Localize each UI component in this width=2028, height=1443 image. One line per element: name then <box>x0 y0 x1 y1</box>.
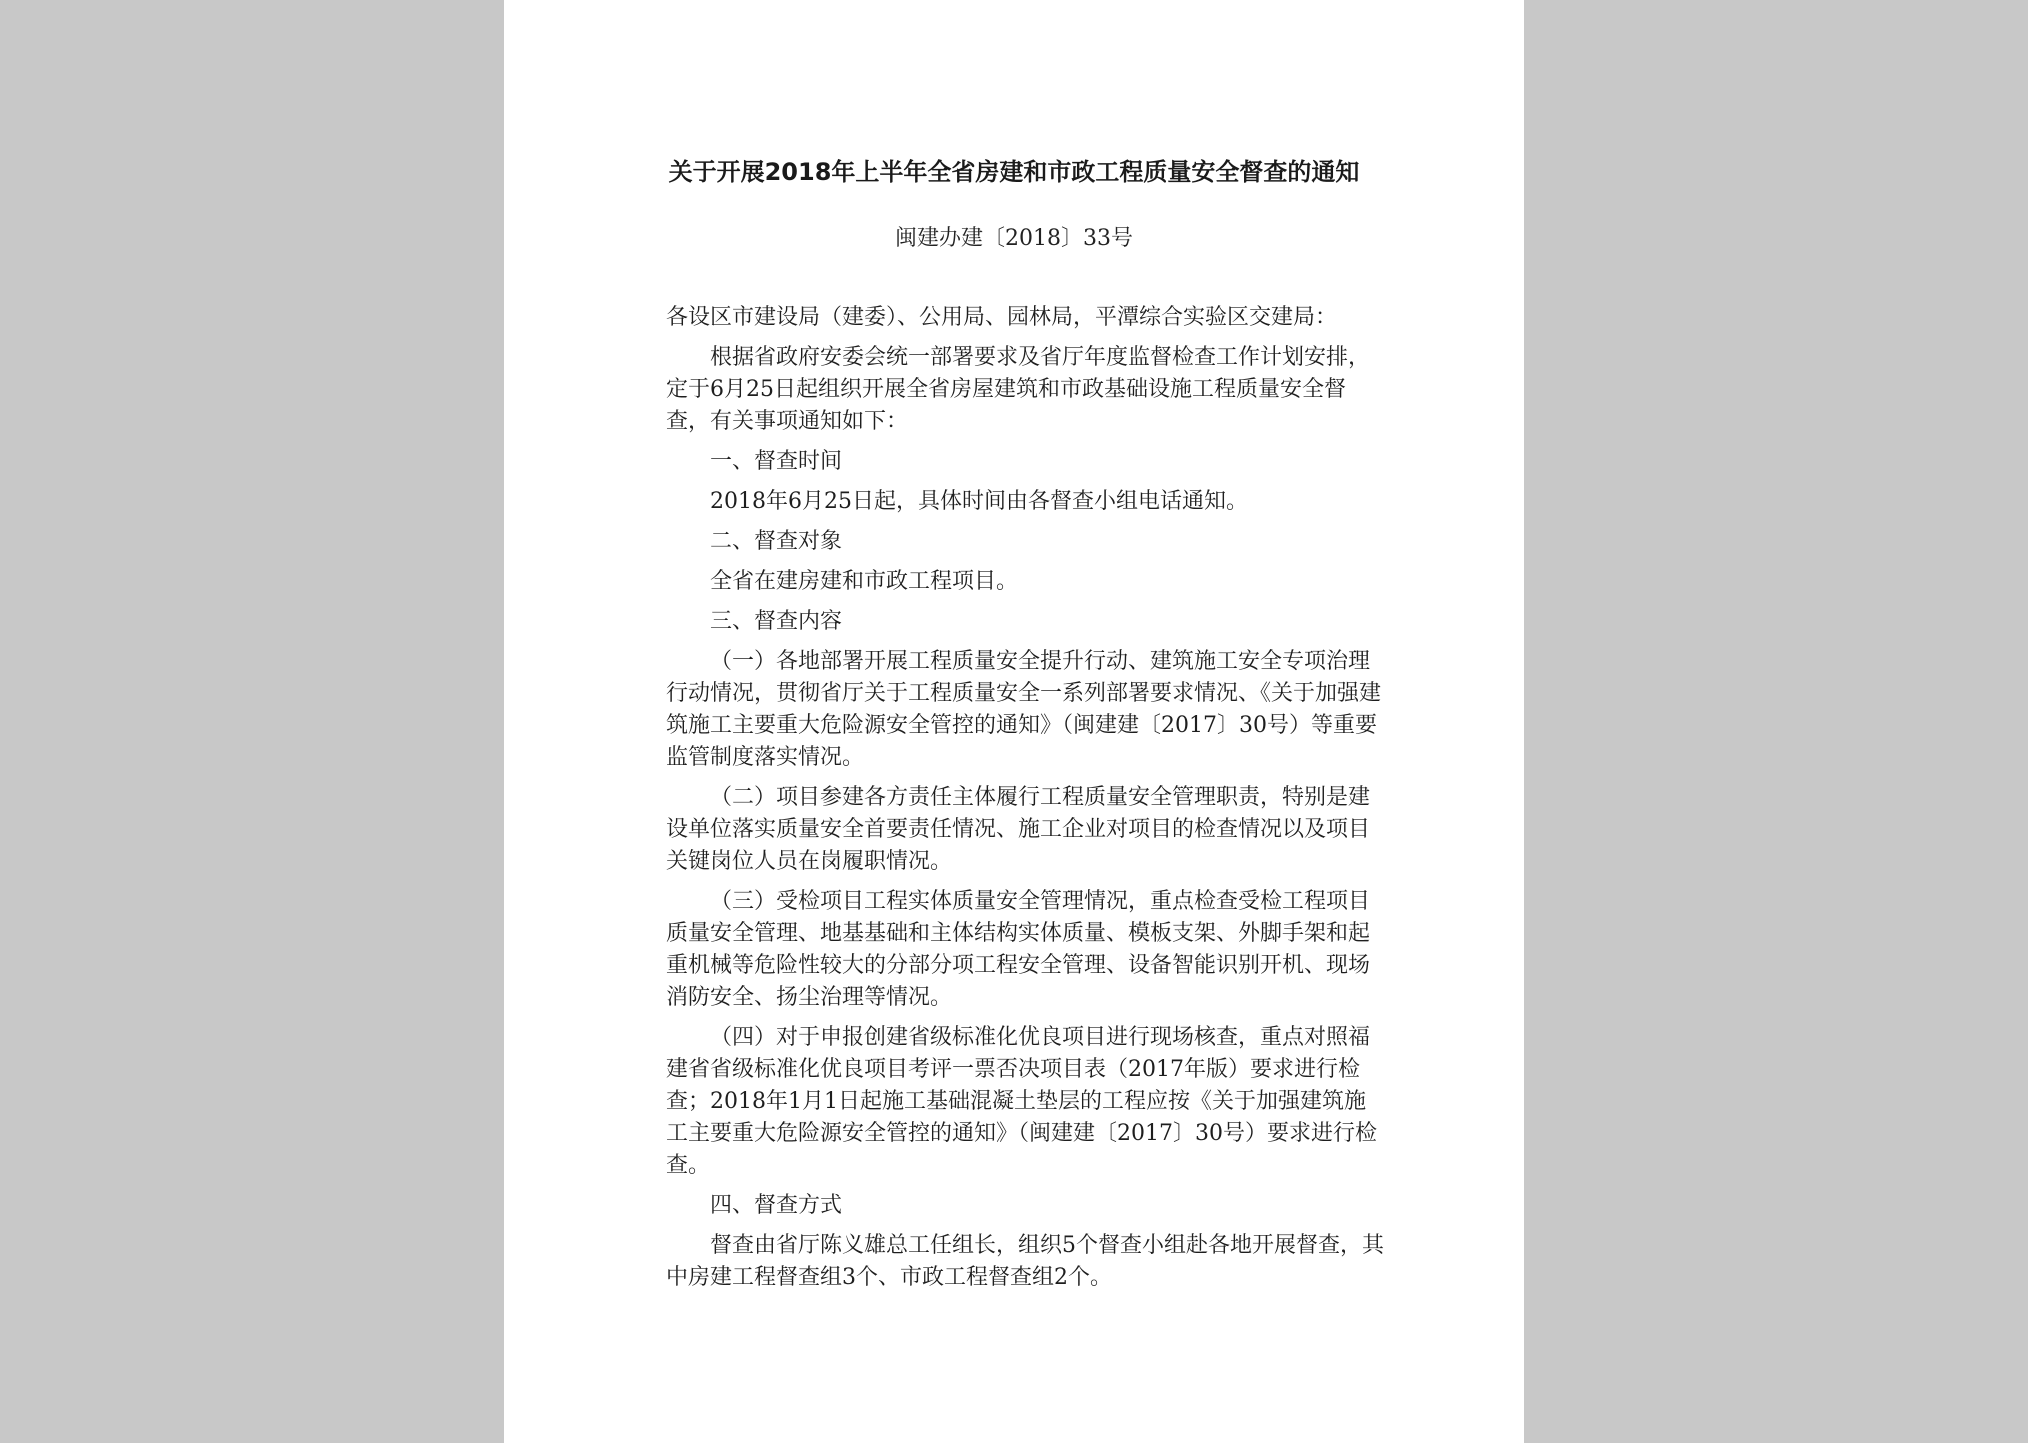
paragraph: 一、督查时间 <box>710 449 843 474</box>
document-body <box>666 302 1386 1302</box>
paragraph: 二、督查对象 <box>710 529 843 554</box>
paragraph: 2018年6月25日起，具体时间由各督查小组电话通知。 <box>710 489 1248 514</box>
paragraph: 四、督查方式 <box>710 1193 843 1218</box>
document-title: 关于开展2018年上半年全省房建和市政工程质量安全督查的通知 <box>668 158 1360 186</box>
paragraph: 根据省政府安委会统一部署要求及省厅年度监督检查工作计划安排，定于6月25日起组织开展全省房屋建筑和市政基础设施工程质量安全督查，有关事项通知如下： <box>666 345 1371 434</box>
paragraph: 全省在建房建和市政工程项目。 <box>710 569 1019 594</box>
paragraph: （二）项目参建各方责任主体履行工程质量安全管理职责，特别是建设单位落实质量安全首要责任情况、施工企业对项目的检查情况以及项目关键岗位人员在岗履职情况。 <box>666 785 1371 874</box>
document-number: 闽建办建〔2018〕33号 <box>895 226 1133 251</box>
document-page <box>504 0 1524 1443</box>
paragraph: 督查由省厅陈义雄总工任组长，组织5个督查小组赴各地开展督查，其中房建工程督查组3个、市政工程督查组2个。 <box>666 1233 1384 1290</box>
paragraph: 三、督查内容 <box>710 609 843 634</box>
paragraph: （四）对于申报创建省级标准化优良项目进行现场核查，重点对照福建省省级标准化优良项目考评一票否决项目表（2017年版）要求进行检查；2018年1月1日起施工基础混凝土垫层的工程应按《关于加强建筑施工主要重大危险源安全管控的通知》（闽建建〔2017〕30号）要求进行检查。 <box>666 1025 1377 1178</box>
paragraph: （三）受检项目工程实体质量安全管理情况，重点检查受检工程项目质量安全管理、地基基础和主体结构实体质量、模板支架、外脚手架和起重机械等危险性较大的分部分项工程安全管理、设备智能识别开机、现场消防安全、扬尘治理等情况。 <box>666 889 1371 1010</box>
paragraph: （一）各地部署开展工程质量安全提升行动、建筑施工安全专项治理行动情况，贯彻省厅关于工程质量安全一系列部署要求情况、《关于加强建筑施工主要重大危险源安全管控的通知》（闽建建〔2017〕30号）等重要监管制度落实情况。 <box>666 649 1382 770</box>
paragraph: 各设区市建设局（建委）、公用局、园林局，平潭综合实验区交建局： <box>666 305 1338 330</box>
